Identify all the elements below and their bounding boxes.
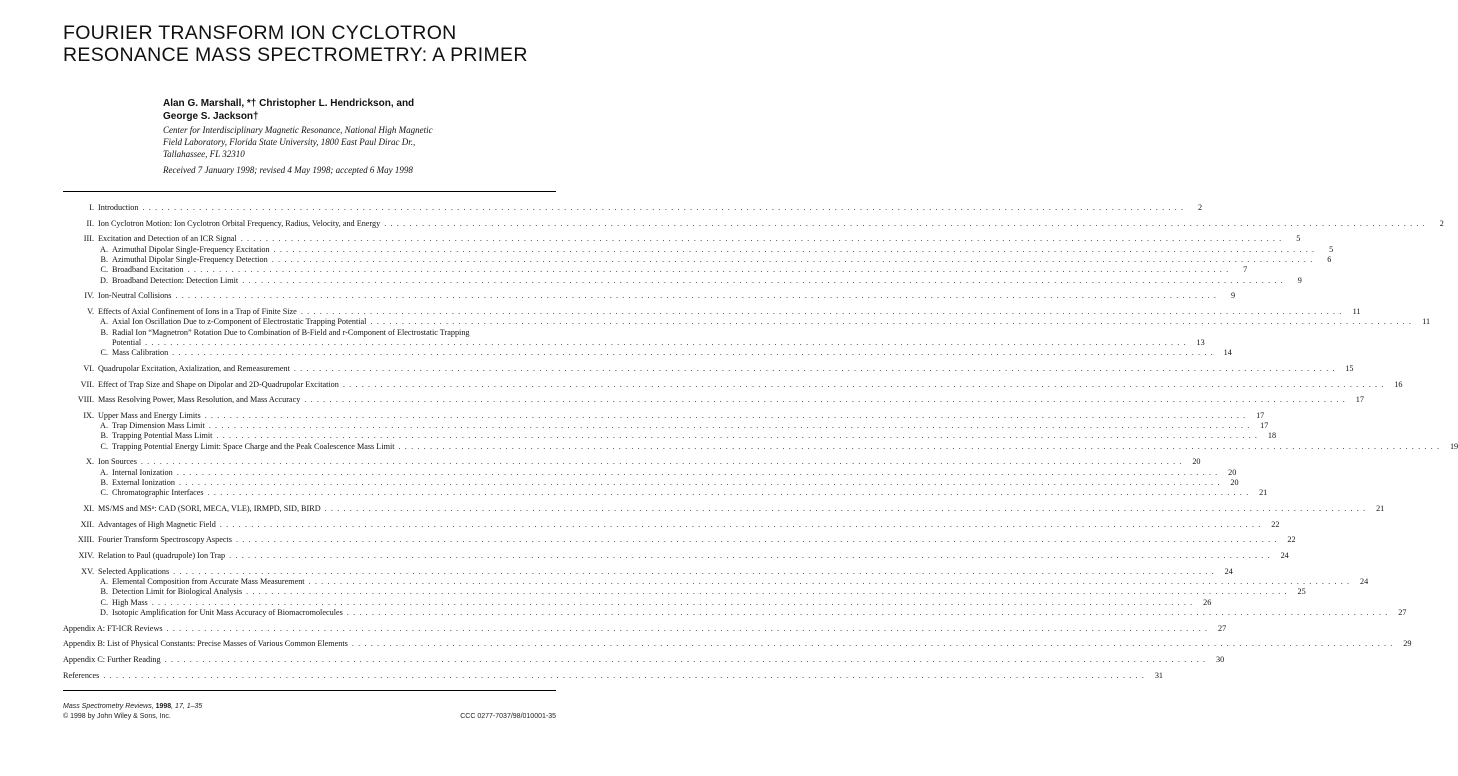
toc-page-number: 9 <box>1297 275 1302 285</box>
toc-section-title: Introduction <box>98 203 139 212</box>
toc-leader-dots <box>229 551 1271 561</box>
toc-section-title: Fourier Transform Spectroscopy Aspects <box>98 535 232 545</box>
received-dates: Received 7 January 1998; revised 4 May 1998; accepted 6 May 1998 <box>163 165 413 175</box>
page-footer <box>63 702 556 722</box>
toc-subsection[interactable] <box>63 265 1248 275</box>
toc-leader-dots <box>167 624 1209 634</box>
toc-page-number: 14 <box>1223 348 1232 358</box>
toc-subsection[interactable] <box>63 441 1458 452</box>
toc-leader-dots <box>216 431 1258 441</box>
toc-leader-dots <box>246 587 1288 597</box>
toc-subsection-title: Chromatographic Interfaces <box>112 488 204 498</box>
toc-subsection[interactable] <box>63 275 1302 286</box>
toc-subsection[interactable] <box>63 478 1239 488</box>
toc-leader-dots <box>242 276 1284 286</box>
toc-page-number: 25 <box>1297 587 1306 597</box>
toc-section[interactable] <box>63 535 1296 545</box>
toc-leader-dots <box>309 577 1351 587</box>
toc-leader-dots <box>209 421 1251 431</box>
toc-section-title: Appendix C: Further Reading <box>63 655 161 665</box>
toc-subsection-letter: D. <box>100 607 108 617</box>
toc-subsection-letter: B. <box>100 254 108 264</box>
toc-page-number: 22 <box>1287 535 1296 545</box>
toc-section-number: VII. <box>80 379 94 389</box>
toc-subsection-title: Radial Ion “Magnetron” Rotation Due to Combination of B-Field and r-Component of Electrostatic Trapping <box>112 327 470 337</box>
toc-leader-dots <box>173 567 1215 577</box>
toc-page-number: 2 <box>1198 203 1203 212</box>
toc-page-number: 24 <box>1360 577 1369 587</box>
toc-page-number: 17 <box>1260 421 1269 431</box>
toc-subsection-title: Elemental Composition from Accurate Mass Measurement <box>112 577 305 587</box>
toc-page-number: 15 <box>1345 363 1354 373</box>
toc-subsection-letter: A. <box>100 317 108 327</box>
authors <box>163 97 414 123</box>
toc-leader-dots <box>347 608 1389 618</box>
toc-section[interactable] <box>63 379 1403 390</box>
toc-subsection[interactable] <box>63 597 1212 608</box>
toc-leader-dots <box>274 245 1316 255</box>
toc-subsection-letter: B. <box>100 478 108 488</box>
toc-page-number: 22 <box>1271 519 1280 529</box>
toc-page-number: 17 <box>1355 395 1364 405</box>
toc-subsection-title: Mass Calibration <box>112 348 169 358</box>
toc-section-number: VI. <box>83 363 94 373</box>
toc-page-number: 29 <box>1403 639 1412 649</box>
toc-page-number: 13 <box>1196 337 1205 347</box>
toc-section-title: Appendix A: FT-ICR Reviews <box>63 623 163 633</box>
toc-leader-dots <box>145 338 1187 348</box>
toc-section[interactable] <box>63 410 1265 421</box>
toc-page-number: 24 <box>1280 551 1289 561</box>
toc-section[interactable] <box>63 623 1227 634</box>
affiliation-line-2: Field Laboratory, Florida State University, 1800 East Paul Dirac Dr., <box>163 137 416 147</box>
toc-section[interactable] <box>63 395 1364 405</box>
toc-section[interactable] <box>63 655 1225 665</box>
toc-subsection-letter: A. <box>100 244 108 254</box>
toc-subsection-letter: A. <box>100 467 108 477</box>
toc-subsection-title: Broadband Detection: Detection Limit <box>112 275 239 285</box>
toc-subsection-title: Azimuthal Dipolar Single-Frequency Excitation <box>112 244 270 254</box>
toc-section-number: I. <box>89 203 94 212</box>
toc-subsection[interactable] <box>63 317 1431 327</box>
toc-section-title: Advantages of High Magnetic Field <box>98 519 216 529</box>
journal-citation <box>63 702 556 712</box>
toc-section[interactable] <box>63 551 1289 561</box>
toc-section-title: References <box>63 670 100 680</box>
toc-section-number: II. <box>86 218 94 228</box>
toc-subsection-letter: D. <box>100 275 108 285</box>
toc-subsection-title-cont: Potential <box>112 337 142 347</box>
toc-subsection-title: Azimuthal Dipolar Single-Frequency Detection <box>112 254 268 264</box>
toc-leader-dots <box>220 520 1262 530</box>
toc-leader-dots <box>384 219 1426 229</box>
toc-page-number: 18 <box>1267 431 1277 441</box>
ccc-code: CCC 0277-7037/98/010001-35 <box>460 713 556 720</box>
toc-section-title: Ion Cyclotron Motion: Ion Cyclotron Orbital Frequency, Radius, Velocity, and Energy <box>98 218 381 228</box>
toc-section[interactable] <box>63 504 1385 514</box>
toc-section-number: XII. <box>80 519 94 529</box>
toc-page-number: 19 <box>1449 441 1458 451</box>
toc-leader-dots <box>141 457 1183 467</box>
toc-subsection-title: Detection Limit for Biological Analysis <box>112 587 243 597</box>
copyright-line: © 1998 by John Wiley & Sons, Inc. <box>63 713 171 720</box>
toc-subsection-title: Trapping Potential Energy Limit: Space Charge and the Peak Coalescence Mass Limit <box>112 441 395 451</box>
toc-section-title: MS/MS and MSⁿ: CAD (SORI, MECA, VLE), IRMPD, SID, BIRD <box>98 504 321 514</box>
toc-section-number: XIV. <box>78 551 94 561</box>
toc-section-title: Selected Applications <box>98 566 170 576</box>
toc-section-title: Mass Resolving Power, Mass Resolution, and Mass Accuracy <box>98 395 301 405</box>
authors-line-1: Alan G. Marshall, *† Christopher L. Hendrickson, and <box>163 98 415 109</box>
toc-section[interactable] <box>63 566 1233 577</box>
toc-section-title: Excitation and Detection of an ICR Signal <box>98 234 237 244</box>
toc-page-number: 17 <box>1256 410 1265 420</box>
toc-leader-dots <box>301 307 1343 317</box>
toc-top-rule <box>63 191 556 192</box>
toc-page-number: 20 <box>1230 478 1239 488</box>
article-title <box>63 22 528 66</box>
toc-subsection-continuation[interactable] <box>63 337 1205 348</box>
affiliation-line-3: Tallahassee, FL 32310 <box>163 149 245 159</box>
toc-subsection-title: Broadband Excitation <box>112 265 184 275</box>
toc-page-number: 7 <box>1243 265 1248 275</box>
toc-leader-dots <box>343 380 1385 390</box>
toc-section-number: X. <box>86 457 94 467</box>
toc-subsection[interactable] <box>63 244 1334 255</box>
toc-subsection[interactable] <box>63 488 1268 498</box>
toc-subsection[interactable] <box>63 328 556 338</box>
toc-subsection[interactable] <box>63 421 1269 431</box>
toc-subsection[interactable] <box>63 587 1306 597</box>
toc-subsection-letter: B. <box>100 587 108 597</box>
toc-page-number: 24 <box>1224 566 1233 576</box>
title-line-1: FOURIER TRANSFORM ION CYCLOTRON <box>63 22 457 44</box>
toc-page-number: 16 <box>1394 379 1403 389</box>
toc-section-title: Effects of Axial Confinement of Ions in a Trap of Finite Size <box>98 306 297 316</box>
toc-leader-dots <box>175 291 1217 301</box>
toc-leader-dots <box>236 535 1278 545</box>
table-of-contents <box>63 203 1458 681</box>
toc-page-number: 20 <box>1192 457 1201 467</box>
toc-section[interactable] <box>63 306 1361 317</box>
toc-subsection-title: External Ionization <box>112 478 175 488</box>
toc-section-title: Appendix B: List of Physical Constants: Precise Masses of Various Common Elements <box>63 639 348 649</box>
toc-subsection-title: Isotopic Amplification for Unit Mass Accuracy of Biomacromolecules <box>112 607 343 617</box>
toc-subsection-title: Trapping Potential Mass Limit <box>112 431 213 441</box>
toc-subsection-letter: C. <box>100 265 108 275</box>
toc-leader-dots <box>165 655 1207 665</box>
toc-subsection[interactable] <box>63 607 1407 618</box>
toc-subsection-letter: C. <box>100 348 108 358</box>
toc-subsection-title: Trap Dimension Mass Limit <box>112 421 205 431</box>
toc-page-number: 27 <box>1398 607 1407 617</box>
toc-leader-dots <box>205 411 1247 421</box>
toc-leader-dots <box>241 234 1283 244</box>
affiliation <box>163 124 493 160</box>
toc-bottom-rule <box>63 690 556 691</box>
journal-year: 1998 <box>155 703 172 710</box>
toc-leader-dots <box>152 598 1194 608</box>
toc-page-number: 30 <box>1216 655 1225 665</box>
toc-section-number: XV. <box>81 566 94 576</box>
toc-subsection-letter: A. <box>100 577 108 587</box>
toc-leader-dots <box>370 317 1412 327</box>
toc-section-title: Quadrupolar Excitation, Axialization, and Remeasurement <box>98 363 290 373</box>
toc-section-number: VIII. <box>77 395 94 405</box>
toc-page-number: 26 <box>1203 597 1212 607</box>
toc-subsection[interactable] <box>63 577 1369 587</box>
toc-section-number: IV. <box>84 291 94 301</box>
toc-leader-dots <box>294 364 1336 374</box>
toc-section[interactable] <box>63 234 1301 244</box>
toc-leader-dots <box>172 348 1214 358</box>
toc-subsection-letter: C. <box>100 597 108 607</box>
toc-page-number: 11 <box>1352 306 1361 316</box>
toc-section[interactable] <box>63 291 1236 301</box>
toc-section-number: IX. <box>83 410 94 420</box>
toc-section-number: XI. <box>83 504 94 514</box>
toc-page-number: 21 <box>1259 488 1268 498</box>
toc-section-number: V. <box>87 306 94 316</box>
toc-section[interactable] <box>63 457 1201 467</box>
toc-section[interactable] <box>63 203 1203 213</box>
toc-section[interactable] <box>63 670 1163 681</box>
toc-page-number: 20 <box>1228 467 1237 477</box>
toc-leader-dots <box>208 488 1250 498</box>
toc-section-title: Relation to Paul (quadrupole) Ion Trap <box>98 551 226 561</box>
toc-section-title: Ion Sources <box>98 457 137 467</box>
toc-subsection[interactable] <box>63 348 1232 358</box>
toc-leader-dots <box>272 255 1314 265</box>
toc-page-number: 2 <box>1439 218 1444 228</box>
journal-volume-pages: , 17, 1–35 <box>171 703 203 710</box>
toc-page-number: 5 <box>1329 244 1334 254</box>
toc-section-number: XIII. <box>77 535 94 545</box>
toc-section[interactable] <box>63 519 1280 530</box>
toc-leader-dots <box>352 639 1394 649</box>
title-line-2: RESONANCE MASS SPECTROMETRY: A PRIMER <box>63 44 528 66</box>
toc-subsection-title: Axial Ion Oscillation Due to z-Component of Electrostatic Trapping Potential <box>112 317 367 327</box>
toc-subsection-title: High Mass <box>112 597 148 607</box>
toc-section-title: Ion-Neutral Collisions <box>98 291 172 301</box>
toc-section[interactable] <box>63 639 1412 649</box>
toc-page-number: 5 <box>1296 234 1301 244</box>
toc-leader-dots <box>399 442 1441 452</box>
toc-leader-dots <box>103 671 1145 681</box>
toc-page-number: 9 <box>1230 291 1236 301</box>
toc-leader-dots <box>304 395 1346 405</box>
toc-section-title: Effect of Trap Size and Shape on Dipolar and 2D-Quadrupolar Excitation <box>98 379 339 389</box>
toc-subsection-letter: C. <box>100 488 108 498</box>
toc-page-number: 27 <box>1217 623 1227 633</box>
toc-page-number: 6 <box>1327 254 1332 264</box>
toc-section-title: Upper Mass and Energy Limits <box>98 410 201 420</box>
toc-section-number: III. <box>83 234 94 244</box>
toc-subsection-title: Internal Ionization <box>112 467 173 477</box>
toc-subsection-letter: C. <box>100 441 108 451</box>
toc-leader-dots <box>179 478 1221 488</box>
toc-subsection-letter: B. <box>100 327 108 337</box>
toc-subsection-letter: A. <box>100 421 108 431</box>
toc-leader-dots <box>325 504 1367 514</box>
toc-subsection[interactable] <box>63 431 1277 441</box>
toc-page-number: 21 <box>1376 504 1385 514</box>
affiliation-line-1: Center for Interdisciplinary Magnetic Resonance, National High Magnetic <box>163 125 433 135</box>
toc-subsection-letter: B. <box>100 431 108 441</box>
toc-page-number: 11 <box>1422 317 1431 327</box>
toc-leader-dots <box>177 468 1219 478</box>
toc-section[interactable] <box>63 218 1444 229</box>
toc-leader-dots <box>142 203 1184 213</box>
toc-subsection[interactable] <box>63 254 1332 265</box>
toc-subsection[interactable] <box>63 467 1237 478</box>
journal-name: Mass Spectrometry Reviews, <box>63 703 156 710</box>
toc-section[interactable] <box>63 363 1354 374</box>
authors-line-2: George S. Jackson† <box>163 111 259 122</box>
toc-leader-dots <box>188 265 1230 275</box>
toc-page-number: 31 <box>1154 670 1163 680</box>
